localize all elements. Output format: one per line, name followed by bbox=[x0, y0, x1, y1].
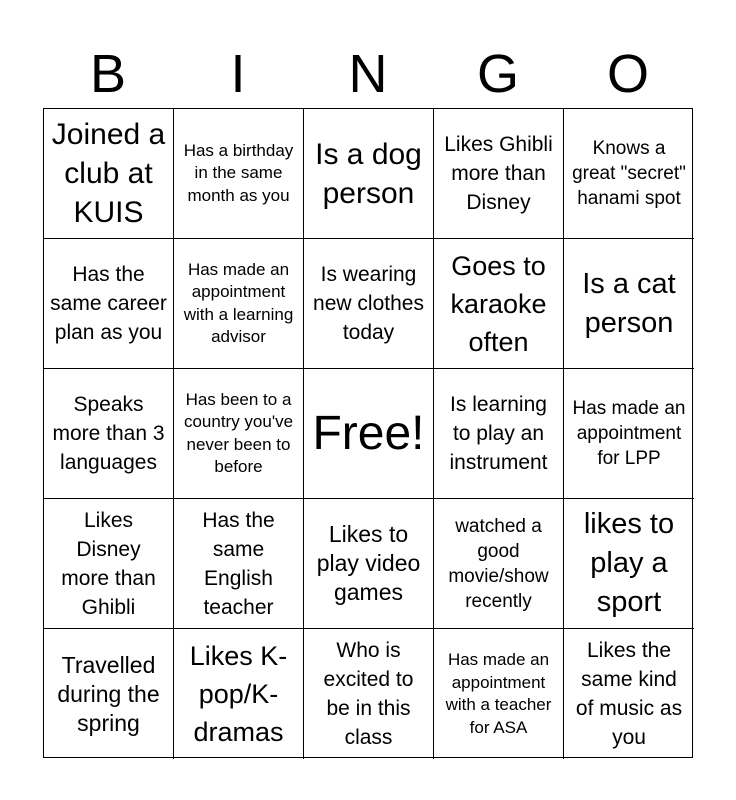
bingo-cell-r2c4[interactable] bbox=[434, 239, 564, 369]
bingo-cell-r5c1[interactable] bbox=[44, 629, 174, 759]
cell-text: Has been to a country you've never been to before bbox=[183, 389, 294, 476]
bingo-cell-r3c4[interactable] bbox=[434, 369, 564, 499]
cell-text: Is a cat person bbox=[582, 267, 676, 339]
bingo-cell-r4c4[interactable] bbox=[434, 499, 564, 629]
free-space-label: Free! bbox=[312, 406, 425, 460]
bingo-cell-r4c1[interactable] bbox=[44, 499, 174, 629]
cell-text: Travelled during the spring bbox=[57, 651, 160, 736]
cell-text: Is wearing new clothes today bbox=[313, 263, 424, 344]
cell-text: watched a good movie/show recently bbox=[448, 515, 549, 612]
header-letter-g: G bbox=[476, 44, 519, 104]
cell-text: Has the same career plan as you bbox=[50, 263, 167, 344]
bingo-cell-r4c2[interactable] bbox=[174, 499, 304, 629]
bingo-cell-r2c2[interactable] bbox=[174, 239, 304, 369]
cell-text: Likes Disney more than Ghibli bbox=[61, 508, 156, 619]
bingo-cell-r3c5[interactable] bbox=[564, 369, 694, 499]
header-letter-n: N bbox=[348, 44, 388, 104]
cell-text: Joined a club at KUIS bbox=[51, 118, 166, 229]
cell-text: Is learning to play an instrument bbox=[449, 393, 548, 474]
bingo-cell-r4c3[interactable] bbox=[304, 499, 434, 629]
bingo-cell-r1c2[interactable] bbox=[174, 109, 304, 239]
cell-text: Has made an appointment for LPP bbox=[572, 398, 686, 469]
bingo-cell-r4c5[interactable] bbox=[564, 499, 694, 629]
cell-text: Is a dog person bbox=[315, 137, 422, 210]
bingo-cell-r5c3[interactable] bbox=[304, 629, 434, 759]
bingo-header bbox=[43, 40, 693, 108]
bingo-cell-r3c2[interactable] bbox=[174, 369, 304, 499]
cell-text: Likes K-pop/K-dramas bbox=[189, 641, 288, 747]
bingo-cell-r2c5[interactable] bbox=[564, 239, 694, 369]
cell-text: Has made an appointment with a learning advisor bbox=[183, 259, 294, 346]
bingo-cell-r1c5[interactable] bbox=[564, 109, 694, 239]
cell-text: Goes to karaoke often bbox=[450, 250, 547, 357]
header-letter-i: I bbox=[230, 44, 246, 104]
cell-text: Likes Ghibli more than Disney bbox=[444, 133, 553, 214]
bingo-cell-r5c5[interactable] bbox=[564, 629, 694, 759]
cell-text: Likes to play video games bbox=[316, 521, 421, 605]
bingo-cell-r5c4[interactable] bbox=[434, 629, 564, 759]
header-letter-o: O bbox=[606, 44, 649, 104]
bingo-cell-free[interactable] bbox=[304, 369, 434, 499]
bingo-grid bbox=[43, 108, 693, 758]
cell-text: likes to play a sport bbox=[583, 508, 675, 618]
cell-text: Has made an appointment with a teacher for ASA bbox=[445, 650, 552, 737]
bingo-cell-r1c1[interactable] bbox=[44, 109, 174, 239]
cell-text: Knows a great "secret" hanami spot bbox=[572, 138, 686, 209]
header-letter-b: B bbox=[89, 44, 127, 104]
bingo-cell-r5c2[interactable] bbox=[174, 629, 304, 759]
bingo-cell-r2c1[interactable] bbox=[44, 239, 174, 369]
cell-text: Has a birthday in the same month as you bbox=[183, 140, 294, 205]
cell-text: Has the same English teacher bbox=[202, 508, 275, 619]
bingo-cell-r1c4[interactable] bbox=[434, 109, 564, 239]
cell-text: Who is excited to be in this class bbox=[323, 639, 414, 749]
bingo-cell-r3c1[interactable] bbox=[44, 369, 174, 499]
cell-text: Speaks more than 3 languages bbox=[52, 393, 165, 474]
bingo-cell-r1c3[interactable] bbox=[304, 109, 434, 239]
cell-text: Likes the same kind of music as you bbox=[575, 639, 683, 749]
bingo-cell-r2c3[interactable] bbox=[304, 239, 434, 369]
